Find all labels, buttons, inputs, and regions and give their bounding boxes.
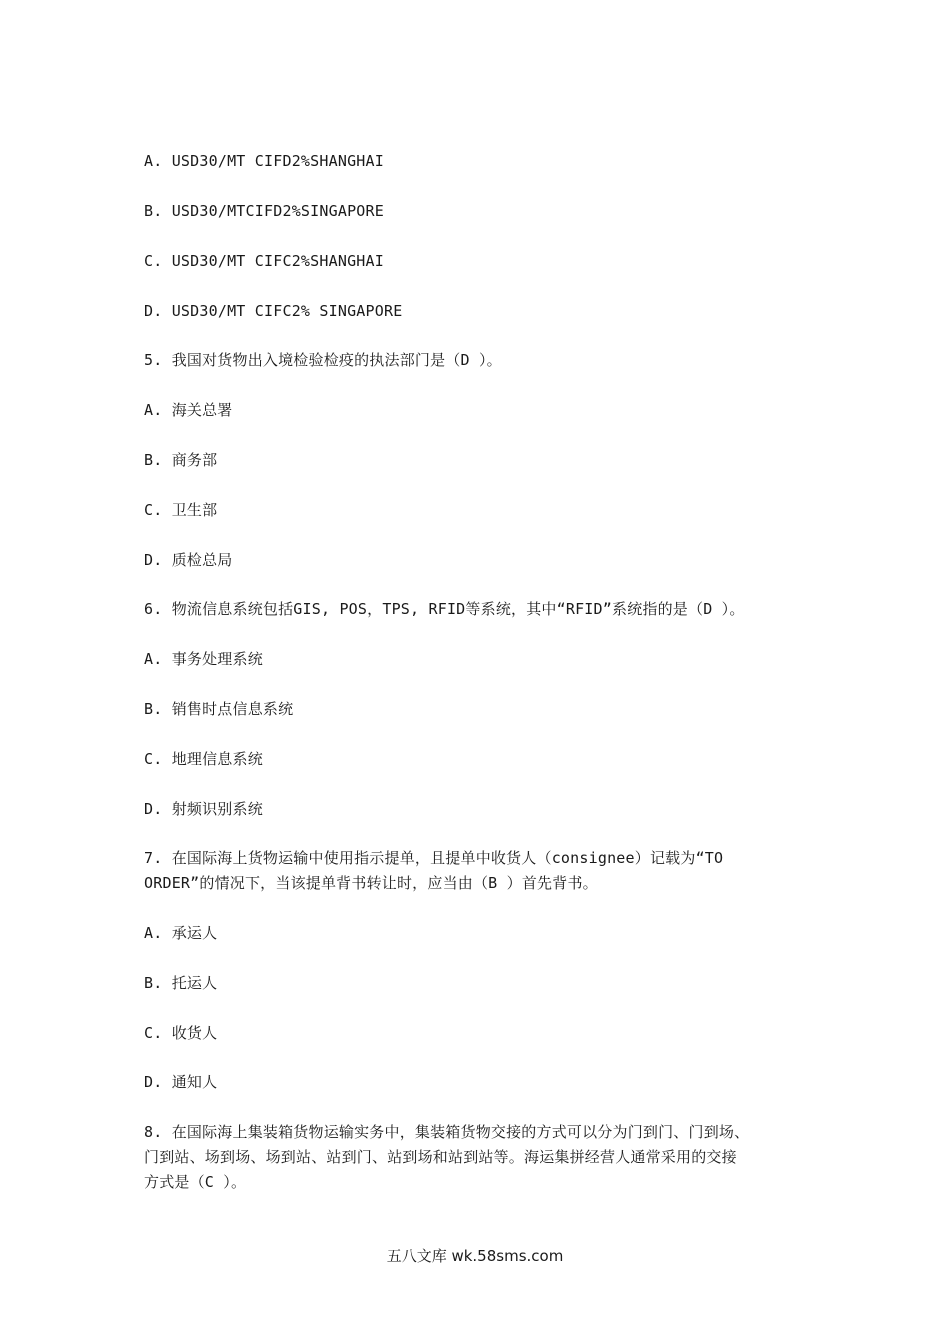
q6-option-b: B. 销售时点信息系统 [144, 700, 294, 718]
q7-question-line-2: ORDER”的情况下，当该提单背书转让时，应当由（B ）首先背书。 [144, 874, 598, 892]
q4-option-c: C. USD30/MT CIFC2%SHANGHAI [144, 252, 384, 270]
q7-option-a: A. 承运人 [144, 924, 218, 942]
q6-option-c: C. 地理信息系统 [144, 750, 263, 768]
q5-option-b: B. 商务部 [144, 451, 218, 469]
q7-option-b: B. 托运人 [144, 974, 218, 992]
q4-option-a: A. USD30/MT CIFD2%SHANGHAI [144, 152, 384, 170]
q7-option-c: C. 收货人 [144, 1024, 218, 1042]
footer-watermark: 五八文库 wk.58sms.com [386, 1247, 564, 1265]
q8-question-line-1: 8. 在国际海上集装箱货物运输实务中，集装箱货物交接的方式可以分为门到门、门到场、 [144, 1123, 750, 1141]
q8-question-line-2: 门到站、场到场、场到站、站到门、站到场和站到站等。海运集拼经营人通常采用的交接 [144, 1148, 737, 1166]
q7-option-d: D. 通知人 [144, 1073, 218, 1091]
q7-question [144, 846, 814, 896]
q5-option-d: D. 质检总局 [144, 551, 233, 569]
q6-question: 6. 物流信息系统包括GIS, POS，TPS, RFID等系统，其中“RFID”系统指的是（D ）。 [144, 600, 745, 618]
q8-question [144, 1120, 814, 1195]
q4-option-d: D. USD30/MT CIFC2% SINGAPORE [144, 302, 403, 320]
q5-option-c: C. 卫生部 [144, 501, 218, 519]
q4-option-b: B. USD30/MTCIFD2%SINGAPORE [144, 202, 384, 220]
q8-question-line-3: 方式是（C ）。 [144, 1173, 247, 1191]
q5-option-a: A. 海关总署 [144, 401, 233, 419]
q5-question: 5. 我国对货物出入境检验检疫的执法部门是（D ）。 [144, 351, 502, 369]
q6-option-a: A. 事务处理系统 [144, 650, 263, 668]
q7-question-line-1: 7. 在国际海上货物运输中使用指示提单，且提单中收货人（consignee）记载为“TO [144, 849, 724, 867]
q6-option-d: D. 射频识别系统 [144, 800, 263, 818]
